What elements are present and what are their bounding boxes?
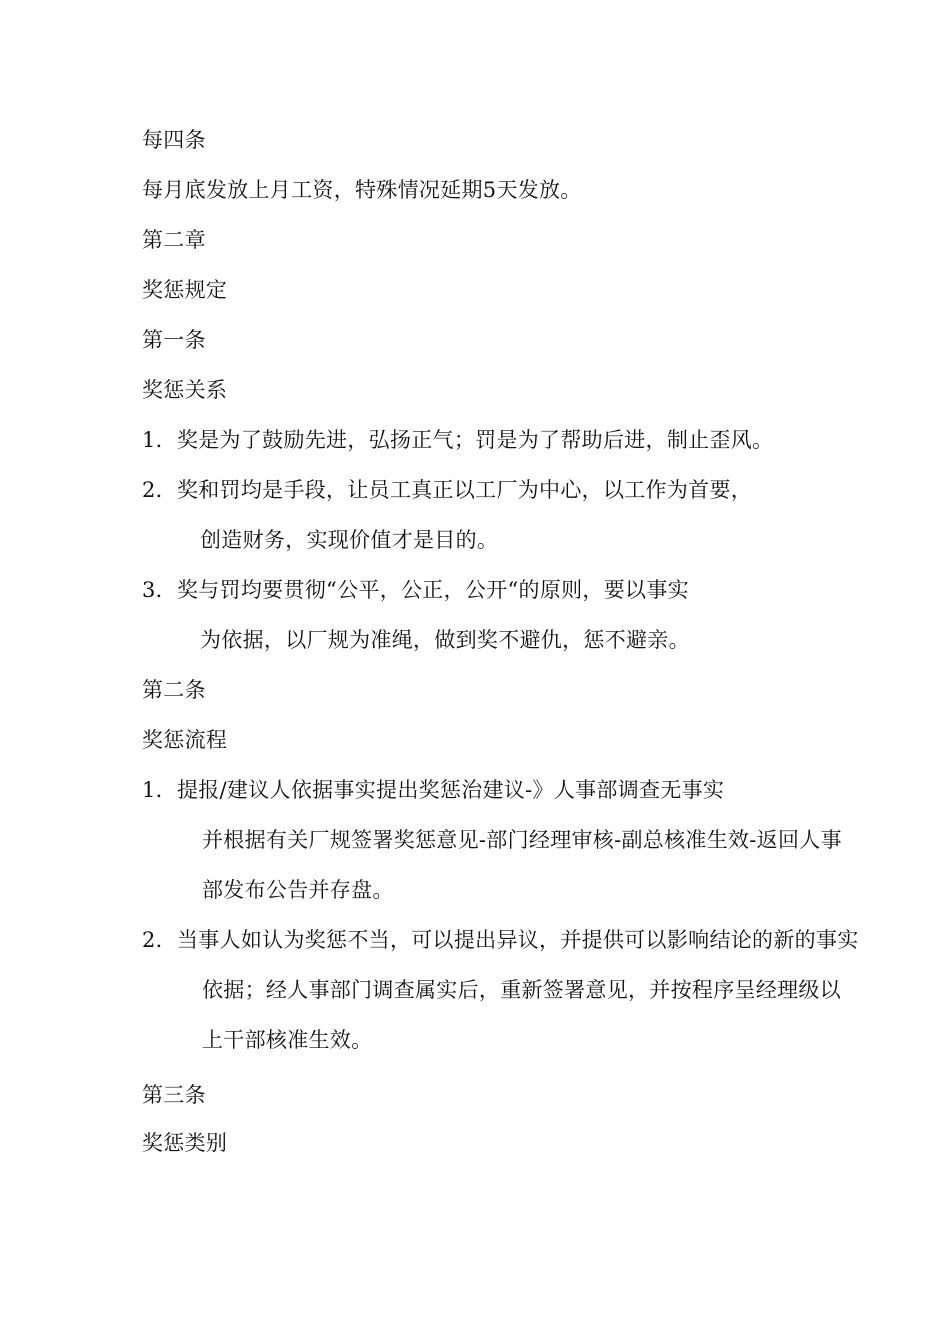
list-item: 1．奖是为了鼓励先进，弘扬正气；罚是为了帮助后进，制止歪风。 xyxy=(142,428,774,452)
list-item: 1．提报/建议人依据事实提出奖惩治建议-》人事部调查无事实 xyxy=(142,778,725,802)
article-title: 奖惩关系 xyxy=(142,378,228,402)
article-title: 奖惩类别 xyxy=(142,1131,228,1155)
article-title: 奖惩流程 xyxy=(142,728,228,752)
list-item-continuation: 为依据，以厂规为准绳，做到奖不避仇，惩不避亲。 xyxy=(200,628,690,652)
chapter-heading: 第二章 xyxy=(142,228,206,252)
article-heading: 每四条 xyxy=(142,128,206,152)
list-item-continuation: 创造财务，实现价值才是目的。 xyxy=(200,528,499,552)
paragraph: 每月底发放上月工资，特殊情况延期5天发放。 xyxy=(142,178,582,202)
chapter-title: 奖惩规定 xyxy=(142,278,228,302)
list-item-continuation: 部发布公告并存盘。 xyxy=(202,878,394,902)
list-item: 3．奖与罚均要贯彻“公平，公正，公开“的原则，要以事实 xyxy=(142,578,689,602)
article-heading: 第二条 xyxy=(142,678,206,702)
list-item-continuation: 并根据有关厂规签署奖惩意见-部门经理审核-副总核准生效-返回人事 xyxy=(202,828,842,852)
list-item: 2．奖和罚均是手段，让员工真正以工厂为中心，以工作为首要， xyxy=(142,478,753,502)
list-item-continuation: 上干部核准生效。 xyxy=(202,1028,373,1052)
article-heading: 第一条 xyxy=(142,328,206,352)
list-item: 2．当事人如认为奖惩不当，可以提出异议，并提供可以影响结论的新的事实 xyxy=(142,928,859,952)
article-heading: 第三条 xyxy=(142,1083,206,1107)
list-item-continuation: 依据；经人事部门调查属实后，重新签署意见，并按程序呈经理级以 xyxy=(202,978,841,1002)
